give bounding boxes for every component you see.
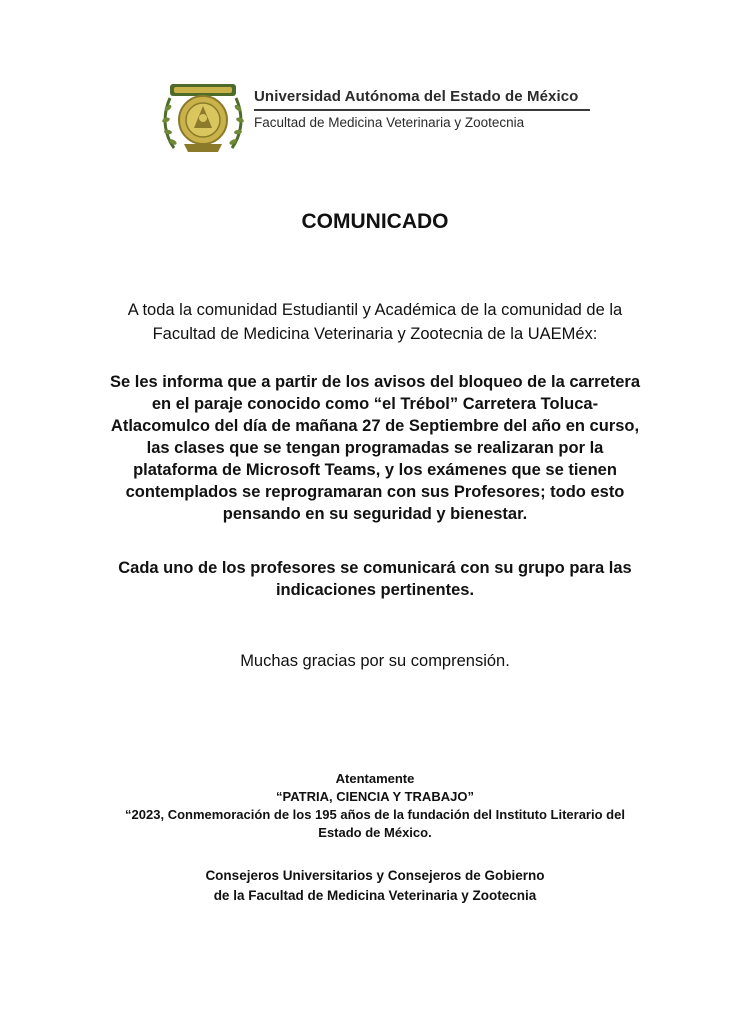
professors-paragraph bbox=[60, 557, 690, 601]
notice-line: pensando en su seguridad y bienestar. bbox=[222, 505, 528, 523]
notice-line: en el paraje conocido como “el Trébol” Carretera Toluca- bbox=[151, 395, 599, 413]
professors-line: indicaciones pertinentes. bbox=[275, 581, 475, 599]
notice-line: plataforma de Microsoft Teams, y los exámenes que se tienen bbox=[133, 461, 617, 479]
notice-line: las clases que se tengan programadas se realizaran por la bbox=[146, 439, 604, 457]
thanks-line: Muchas gracias por su comprensión. bbox=[240, 652, 510, 670]
intro-line: Facultad de Medicina Veterinaria y Zootecnia de la UAEMéx: bbox=[152, 325, 598, 343]
notice-line: Se les informa que a partir de los avisos del bloqueo de la carretera bbox=[109, 373, 641, 391]
closing-block bbox=[60, 770, 690, 842]
notice-line: contemplados se reprogramaran con sus Profesores; todo esto bbox=[125, 483, 625, 501]
letterhead-divider bbox=[254, 109, 590, 111]
commemoration-line: Estado de México. bbox=[318, 825, 432, 840]
notice-line: Atlacomulco del día de mañana 27 de Septiembre del año en curso, bbox=[110, 417, 640, 435]
faculty-name: Facultad de Medicina Veterinaria y Zootecnia bbox=[254, 115, 525, 130]
university-name: Universidad Autónoma del Estado de México bbox=[254, 88, 579, 105]
intro-line: A toda la comunidad Estudiantil y Académica de la comunidad de la bbox=[127, 301, 623, 319]
letterhead bbox=[160, 78, 600, 158]
institution-block bbox=[254, 88, 594, 130]
regards-text: Atentamente bbox=[335, 771, 415, 786]
document-title: COMUNICADO bbox=[301, 210, 449, 233]
signatories-line: Consejeros Universitarios y Consejeros de Gobierno bbox=[205, 868, 545, 883]
signatories-line: de la Facultad de Medicina Veterinaria y Zootecnia bbox=[213, 888, 537, 903]
motto-text: “PATRIA, CIENCIA Y TRABAJO” bbox=[276, 789, 474, 804]
notice-paragraph bbox=[60, 371, 690, 525]
professors-line: Cada uno de los profesores se comunicará con su grupo para las bbox=[118, 559, 632, 577]
commemoration-line: “2023, Conmemoración de los 195 años de la fundación del Instituto Literario del bbox=[125, 807, 625, 822]
uaemex-seal-icon bbox=[160, 78, 246, 156]
intro-paragraph bbox=[60, 298, 690, 346]
signatories-block bbox=[60, 866, 690, 906]
